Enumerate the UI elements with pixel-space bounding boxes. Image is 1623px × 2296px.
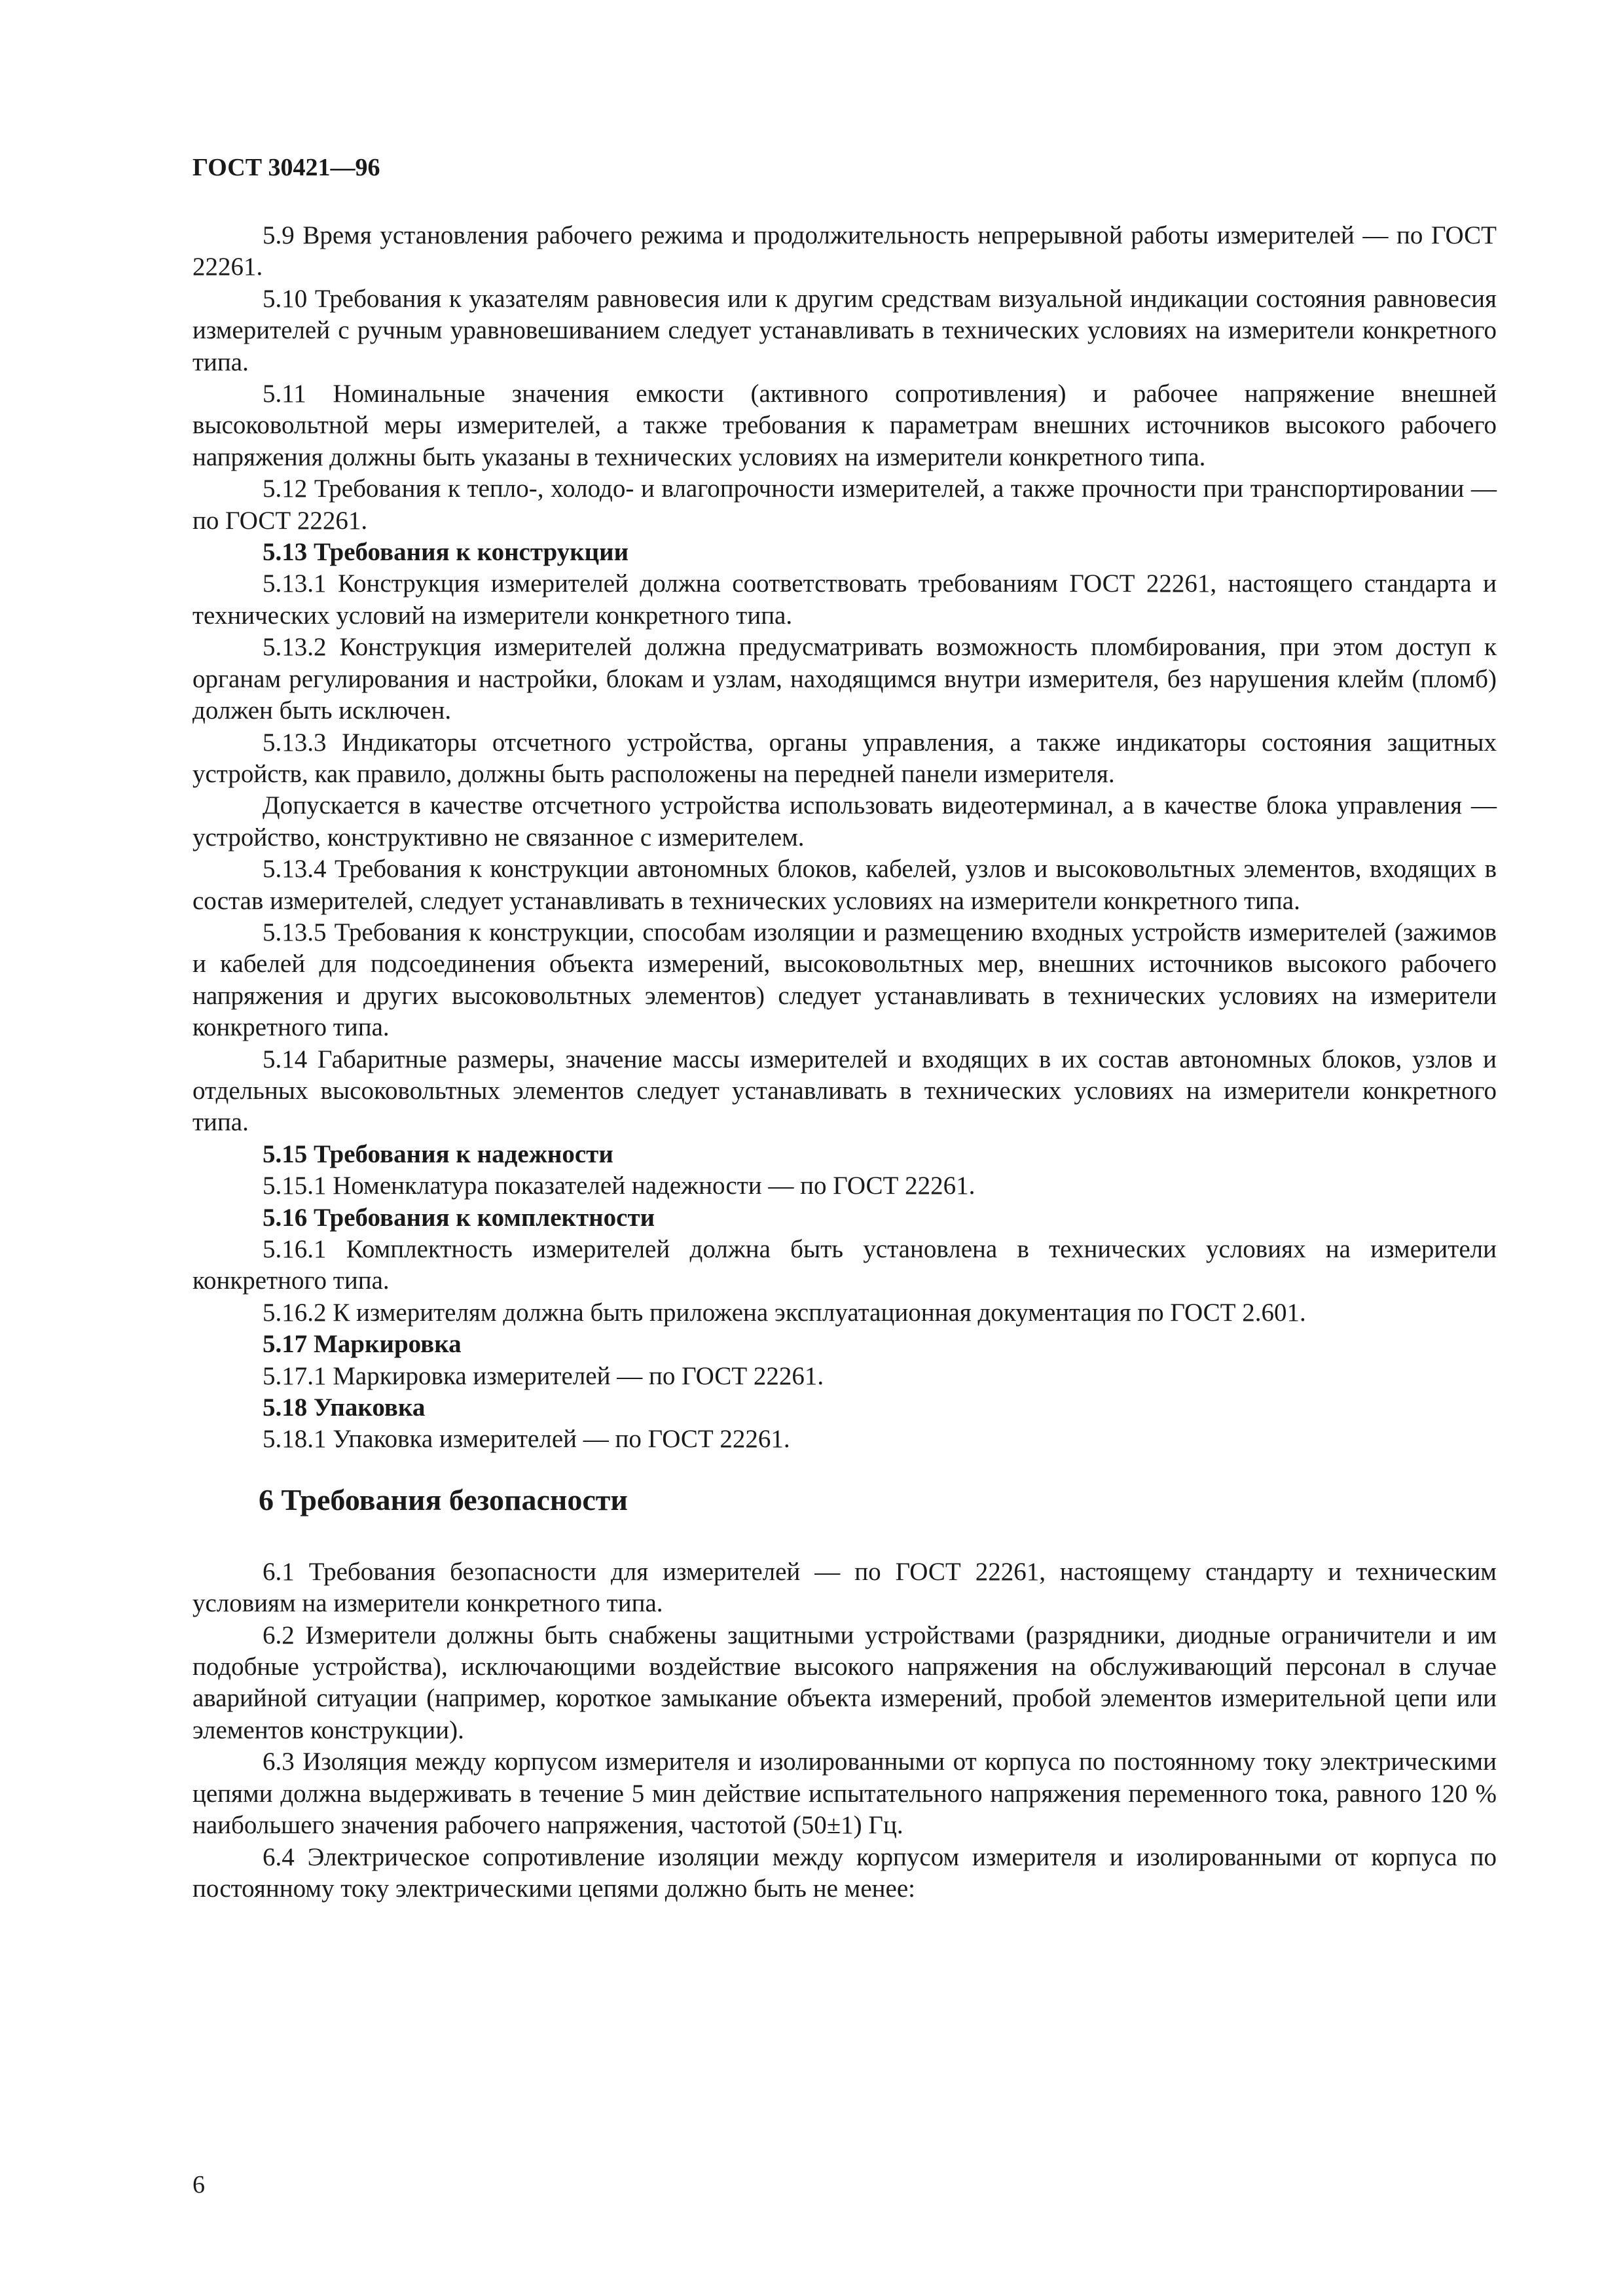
paragraph-5-13-2: 5.13.2 Конструкция измерителей должна предусматривать возможность пломбирования, при этом доступ к органам регулирования и настройки, блокам и узлам, находящимся внутри измерителя, без нарушения клейм (пломб) должен быть исключен. [192,633,1497,725]
paragraph-5-17-1: 5.17.1 Маркировка измерителей — по ГОСТ 22261. [263,1361,824,1390]
paragraph-5-9: 5.9 Время установления рабочего режима и продолжительность непрерывной работы измерителей — по ГОСТ 22261. [192,221,1497,281]
paragraph-5-18-1: 5.18.1 Упаковка измерителей — по ГОСТ 22261. [263,1425,790,1454]
paragraph-5-12: 5.12 Требования к тепло-, холодо- и влагопрочности измерителей, а также прочности при транспортировании — по ГОСТ 22261. [192,475,1497,535]
paragraph-5-10: 5.10 Требования к указателям равновесия или к другим средствам визуальной индикации состояния равновесия измерителей с ручным уравновешиванием следует устанавливать в технических условиях на измерители конкретного типа. [192,284,1497,376]
subsection-heading-5-17: 5.17 Маркировка [263,1330,462,1359]
paragraph-5-13-4: 5.13.4 Требования к конструкции автономных блоков, кабелей, узлов и высоковольтных элементов, входящих в состав измерителей, следует устанавливать в технических условиях на измерители конкретного типа. [192,855,1497,915]
document-header: ГОСТ 30421—96 [192,154,380,181]
subsection-heading-5-18: 5.18 Упаковка [263,1393,426,1422]
paragraph-5-15-1: 5.15.1 Номенклатура показателей надежности — по ГОСТ 22261. [263,1172,976,1200]
subsection-heading-5-16: 5.16 Требования к комплектности [263,1203,655,1232]
document-body [192,220,1497,1905]
paragraph-6-4: 6.4 Электрическое сопротивление изоляции между корпусом измерителя и изолированными от корпуса по постоянному току электрическими цепями должно быть не менее: [192,1842,1497,1903]
paragraph-6-2: 6.2 Измерители должны быть снабжены защитными устройствами (разрядники, диодные ограничители и им подобные устройства), исключающими воздействие высокого напряжения на обслуживающий персонал в случае аварийной ситуации (например, короткое замыкание объекта измерений, пробой элементов измерительной цепи или элементов конструкции). [192,1621,1497,1744]
paragraph-6-3: 6.3 Изоляция между корпусом измерителя и изолированными от корпуса по постоянному току электрическими цепями должна выдерживать в течение 5 мин действие испытательного напряжения переменного тока, равного 120 % наибольшего значения рабочего напряжения, частотой (50±1) Гц. [192,1748,1497,1840]
paragraph-5-13-3-note: Допускается в качестве отсчетного устройства использовать видеотерминал, а в качестве блока управления — устройство, конструктивно не связанное с измерителем. [192,791,1497,852]
paragraph-5-13-1: 5.13.1 Конструкция измерителей должна соответствовать требованиям ГОСТ 22261, настоящего стандарта и технических условий на измерители конкретного типа. [192,569,1497,630]
paragraph-5-13-3: 5.13.3 Индикаторы отсчетного устройства, органы управления, а также индикаторы состояния защитных устройств, как правило, должны быть расположены на передней панели измерителя. [192,728,1497,788]
paragraph-5-14: 5.14 Габаритные размеры, значение массы измерителей и входящих в их состав автономных блоков, узлов и отдельных высоковольтных элементов следует устанавливать в технических условиях на измерители конкретного типа. [192,1045,1497,1137]
page-number: 6 [192,2171,205,2198]
paragraph-5-13-5: 5.13.5 Требования к конструкции, способам изоляции и размещению входных устройств измерителей (зажимов и кабелей для подсоединения объекта измерений, высоковольтных мер, внешних источников высокого рабочего напряжения и других высоковольтных элементов) следует устанавливать в технических условиях на измерители конкретного типа. [192,918,1497,1042]
paragraph-5-16-1: 5.16.1 Комплектность измерителей должна быть установлена в технических условиях на измерители конкретного типа. [192,1235,1497,1295]
subsection-heading-5-15: 5.15 Требования к надежности [263,1139,613,1168]
paragraph-6-1: 6.1 Требования безопасности для измерителей — по ГОСТ 22261, настоящему стандарту и техническим условиям на измерители конкретного типа. [192,1557,1497,1618]
subsection-heading-5-13: 5.13 Требования к конструкции [263,538,629,567]
paragraph-5-16-2: 5.16.2 К измерителям должна быть приложена эксплуатационная документация по ГОСТ 2.601. [263,1298,1306,1327]
section-title-6: 6 Требования безопасности [259,1482,628,1516]
paragraph-5-11: 5.11 Номинальные значения емкости (активного сопротивления) и рабочее напряжение внешней высоковольтной меры измерителей, а также требования к параметрам внешних источников высокого рабочего напряжения должны быть указаны в технических условиях на измерители конкретного типа. [192,380,1497,471]
